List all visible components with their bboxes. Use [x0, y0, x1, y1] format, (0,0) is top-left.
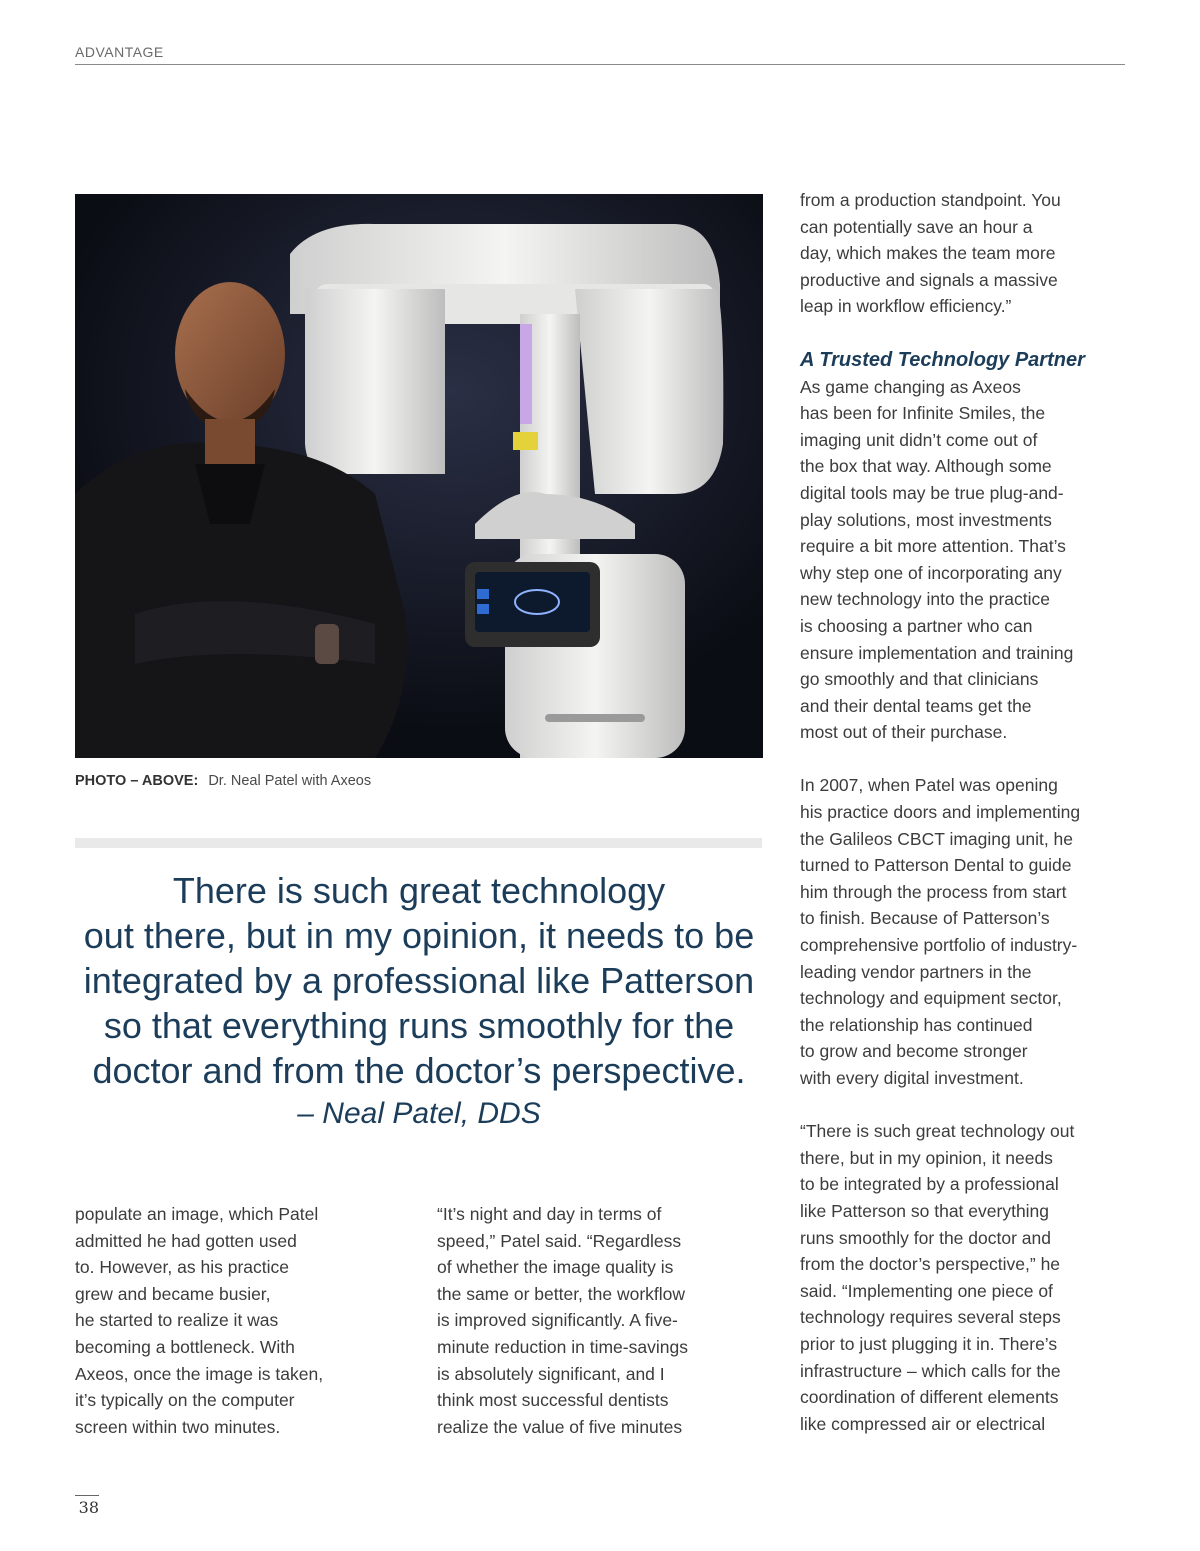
text-line: runs smoothly for the doctor and — [800, 1227, 1051, 1248]
text-line: As game changing as Axeos — [800, 376, 1021, 397]
text-line: “It’s night and day in terms of — [437, 1204, 662, 1224]
text-line: is absolutely significant, and I — [437, 1363, 665, 1384]
text-line: is choosing a partner who can — [800, 615, 1033, 636]
text-line: require a bit more attention. That’s — [800, 536, 1066, 557]
text-line: most out of their purchase. — [800, 722, 1008, 743]
section-subhead: A Trusted Technology Partner — [800, 348, 1085, 371]
text-line: think most successful dentists — [437, 1390, 669, 1411]
text-line: the Galileos CBCT imaging unit, he — [800, 828, 1074, 849]
text-line: has been for Infinite Smiles, the — [800, 403, 1046, 424]
photo-caption — [75, 773, 371, 789]
body-column-c — [800, 187, 1130, 1437]
text-line: like compressed air or electrical — [800, 1413, 1046, 1434]
text-line: realize the value of five minutes — [437, 1416, 683, 1437]
text-line: new technology into the practice — [800, 589, 1051, 610]
pull-quote-line: There is such great technology — [172, 870, 666, 911]
text-line: technology and equipment sector, — [800, 988, 1062, 1009]
pull-quote — [75, 868, 763, 1093]
text-line: the relationship has continued — [800, 1014, 1033, 1035]
text-line: his practice doors and implementing — [800, 802, 1081, 823]
text-line: from a production standpoint. You — [800, 190, 1061, 210]
body-column-b — [437, 1201, 757, 1440]
text-line: coordination of different elements — [800, 1387, 1059, 1408]
body-column-a — [75, 1201, 395, 1440]
text-line: admitted he had gotten used — [75, 1230, 297, 1251]
text-line: infrastructure – which calls for the — [800, 1360, 1061, 1381]
text-line: with every digital investment. — [800, 1068, 1024, 1088]
text-line: comprehensive portfolio of industry- — [800, 935, 1078, 956]
text-line: to be integrated by a professional — [800, 1174, 1059, 1195]
section-label: ADVANTAGE — [75, 44, 164, 60]
text-line: the box that way. Although some — [800, 456, 1052, 477]
pull-quote-line: out there, but in my opinion, it needs to be — [83, 915, 755, 956]
text-line: him through the process from start — [800, 881, 1067, 902]
text-line: can potentially save an hour a — [800, 216, 1033, 237]
text-line: is improved significantly. A five- — [437, 1310, 678, 1331]
text-line: day, which makes the team more — [800, 243, 1056, 264]
caption-label: PHOTO – ABOVE: — [75, 773, 199, 789]
pull-quote-line: doctor and from the doctor’s perspective. — [92, 1050, 746, 1091]
text-line: go smoothly and that clinicians — [800, 669, 1039, 690]
text-line: leading vendor partners in the — [800, 961, 1032, 982]
text-line: turned to Patterson Dental to guide — [800, 855, 1072, 876]
text-line: the same or better, the workflow — [437, 1283, 686, 1304]
text-line: minute reduction in time-savings — [437, 1336, 688, 1357]
text-line: from the doctor’s perspective,” he — [800, 1254, 1061, 1275]
text-line: leap in workflow efficiency.” — [800, 296, 1012, 317]
page-number: 38 — [75, 1495, 99, 1517]
pull-quote-bar — [75, 838, 762, 848]
text-line: productive and signals a massive — [800, 269, 1058, 290]
text-line: it’s typically on the computer — [75, 1390, 295, 1411]
text-line: technology requires several steps — [800, 1307, 1061, 1328]
text-line: In 2007, when Patel was opening — [800, 775, 1058, 796]
text-line: to finish. Because of Patterson’s — [800, 908, 1050, 929]
text-line: like Patterson so that everything — [800, 1200, 1050, 1221]
pull-quote-attribution: – Neal Patel, DDS — [297, 1097, 541, 1130]
text-line: why step one of incorporating any — [800, 562, 1062, 583]
text-line: of whether the image quality is — [437, 1257, 674, 1278]
text-line: he started to realize it was — [75, 1310, 279, 1331]
text-line: play solutions, most investments — [800, 509, 1052, 530]
text-line: digital tools may be true plug-and- — [800, 482, 1064, 503]
text-line: and their dental teams get the — [800, 695, 1032, 716]
header-rule — [75, 64, 1125, 65]
photo-dr-patel-axeos — [75, 194, 763, 758]
text-line: speed,” Patel said. “Regardless — [437, 1230, 682, 1251]
text-line: said. “Implementing one piece of — [800, 1280, 1053, 1301]
text-line: becoming a bottleneck. With — [75, 1336, 295, 1357]
text-line: “There is such great technology out — [800, 1121, 1075, 1142]
text-line: prior to just plugging it in. There’s — [800, 1333, 1058, 1354]
text-line: Axeos, once the image is taken, — [75, 1363, 324, 1384]
paragraph-gap — [800, 746, 1130, 773]
text-line: to grow and become stronger — [800, 1041, 1028, 1062]
text-line: there, but in my opinion, it needs — [800, 1147, 1053, 1168]
paragraph-gap — [800, 1092, 1130, 1119]
pull-quote-line: so that everything runs smoothly for the — [103, 1005, 735, 1046]
text-line: screen within two minutes. — [75, 1416, 281, 1437]
pull-quote-line: integrated by a professional like Patterson — [83, 960, 755, 1001]
text-line: ensure implementation and training — [800, 642, 1074, 663]
caption-text: Dr. Neal Patel with Axeos — [208, 773, 372, 789]
text-line: grew and became busier, — [75, 1283, 271, 1304]
text-line: populate an image, which Patel — [75, 1204, 319, 1224]
text-line: imaging unit didn’t come out of — [800, 429, 1038, 450]
text-line: to. However, as his practice — [75, 1257, 289, 1278]
